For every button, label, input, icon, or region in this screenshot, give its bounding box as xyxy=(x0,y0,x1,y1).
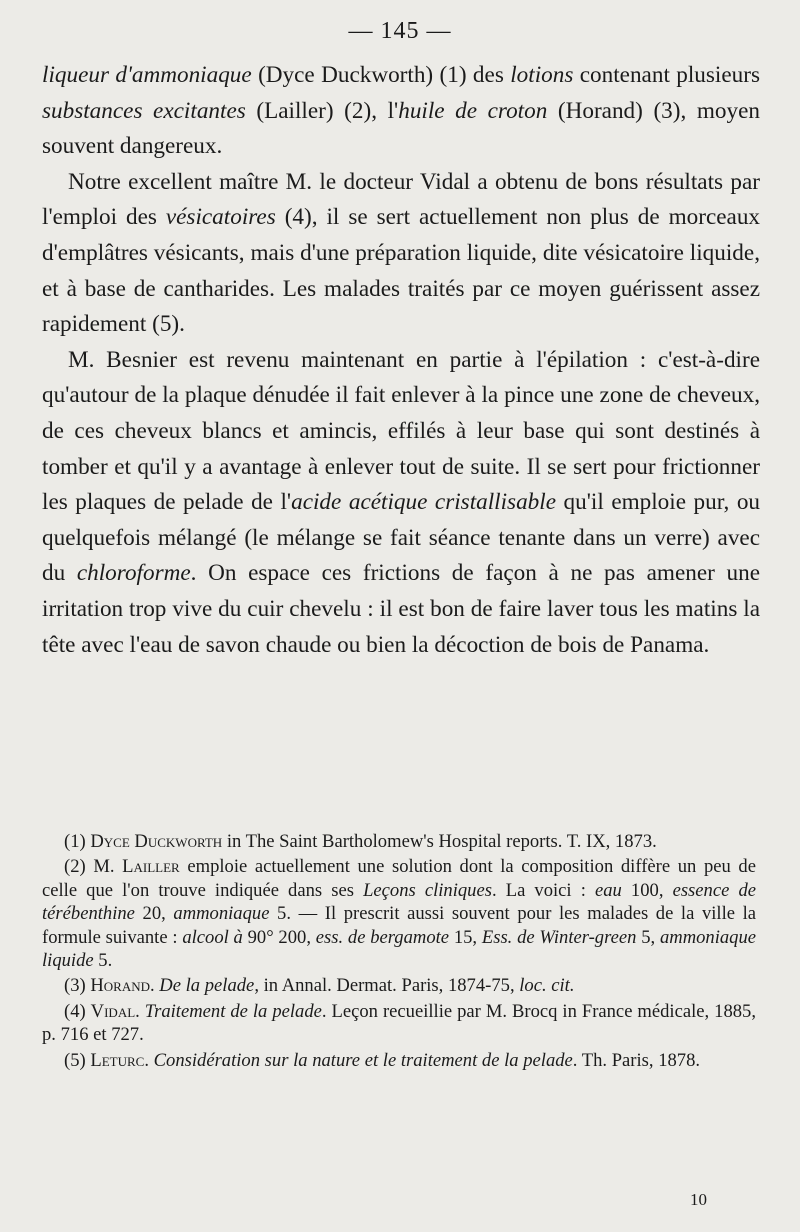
paragraph xyxy=(42,58,760,165)
italic-text: liqueur d'ammoniaque xyxy=(42,62,252,88)
footnote xyxy=(42,974,756,997)
text-run: . Th. Paris, 1878. xyxy=(572,1049,701,1071)
italic-text: essence de térébenthine xyxy=(42,879,756,925)
text-run: (4) xyxy=(64,1000,91,1022)
footnote xyxy=(42,1000,756,1047)
text-run: (2) M. xyxy=(64,856,123,878)
text-run: in The Saint Bartholomew's Hospital reports. T. IX, 1873. xyxy=(222,831,657,852)
italic-text: Traitement de la pelade xyxy=(144,1000,322,1022)
paragraph xyxy=(42,165,760,343)
text-run: 90° 200, xyxy=(242,926,316,948)
italic-text: De la pelade xyxy=(159,975,255,997)
italic-text: acide acétique cristallisable xyxy=(291,489,557,516)
signature-mark: 10 xyxy=(690,1190,707,1209)
text-run: . On espace ces frictions de façon à ne pas amener une irritation trop vive du cuir chevelu : il est bon de faire laver tous les matins la tête avec l'eau de savon chaude ou bien la décoction de bois de Panama. xyxy=(42,560,760,658)
text-run: (Horand) (3), moyen souvent dangereux. xyxy=(42,97,760,160)
text-run: . xyxy=(135,1000,145,1022)
author-name: Leturc xyxy=(90,1049,145,1071)
italic-text: ess. de bergamote xyxy=(315,926,450,948)
text-run: 100, xyxy=(621,879,673,901)
author-name: Horand xyxy=(90,975,150,997)
text-run: 5, xyxy=(636,926,660,948)
italic-text: chloroforme xyxy=(76,560,191,587)
text-run: . xyxy=(150,975,160,997)
text-run: (Dyce Duckworth) (1) des xyxy=(251,62,511,88)
footnote xyxy=(42,1049,756,1072)
text-run: (5) xyxy=(64,1049,91,1071)
italic-text: Considération sur la nature et le traitement de la pelade xyxy=(153,1049,573,1071)
footnote xyxy=(42,830,756,853)
text-run: 20, xyxy=(134,903,174,925)
text-run: 5. xyxy=(93,950,113,972)
italic-text: substances excitantes xyxy=(42,97,246,124)
text-run: (4), il se sert actuellement non plus de morceaux d'emplâtres vésicants, mais d'une préparation liquide, dite vésicatoire liquide, et à base de cantharides. Les malades traités par ce moyen guérissent assez rapidement (5). xyxy=(42,204,761,338)
italic-text: huile de croton xyxy=(398,97,548,124)
page-number: — 145 — xyxy=(348,18,452,44)
text-run: (3) xyxy=(64,975,91,997)
text-run: . Leçon recueillie par M. Brocq in France médicale, 1885, p. 716 et 727. xyxy=(42,1000,756,1046)
italic-text: Ess. de Winter-green xyxy=(481,926,637,948)
italic-text: ammoniaque liquide xyxy=(42,926,757,972)
main-text xyxy=(42,58,760,663)
text-run: Notre excellent maître M. le docteur Vidal a obtenu de bons résultats par l'emploi des xyxy=(42,168,760,231)
text-run: . La voici : xyxy=(491,879,595,901)
text-run: contenant plusieurs xyxy=(573,62,760,88)
italic-text: Leçons cliniques xyxy=(363,879,492,901)
text-run: , in Annal. Dermat. Paris, 1874-75, xyxy=(254,975,520,997)
italic-text: lotions xyxy=(510,62,574,88)
italic-text: vésicatoires xyxy=(165,204,276,231)
text-run: 5. — Il prescrit aussi souvent pour les malades de la ville la formule suivante : xyxy=(42,903,757,948)
footnote xyxy=(42,855,756,972)
footnotes xyxy=(42,830,756,1074)
italic-text: alcool à xyxy=(182,926,243,948)
text-run: M. Besnier est revenu maintenant en partie à l'épilation : c'est-à-dire qu'autour de la plaque dénudée il fait enlever à la pince une zone de cheveux, de ces cheveux blancs et amincis, effilés à leur base qui sont destinés à tomber et qu'il y a avantage à enlever tout de suite. Il se sert pour frictionner les plaques de pelade de l' xyxy=(42,346,760,516)
italic-text: loc. cit. xyxy=(519,975,575,997)
text-run: qu'il emploie pur, ou quelquefois mélangé (le mélange se fait séance tenante dans un verre) avec du xyxy=(42,489,761,587)
text-run: (1) xyxy=(64,831,91,852)
text-run: (Lailler) (2), l' xyxy=(245,97,399,124)
italic-text: ammoniaque xyxy=(173,903,270,925)
text-run: emploie actuellement une solution dont la composition diffère un peu de celle que l'on trouve indiquée dans ses xyxy=(42,856,756,901)
author-name: Dyce Duckworth xyxy=(90,831,223,852)
author-name: Lailler xyxy=(122,856,180,878)
author-name: Vidal xyxy=(90,1000,136,1022)
italic-text: eau xyxy=(594,879,622,901)
text-run: . xyxy=(144,1049,154,1071)
paragraph xyxy=(42,343,760,663)
text-run: 15, xyxy=(449,926,482,948)
